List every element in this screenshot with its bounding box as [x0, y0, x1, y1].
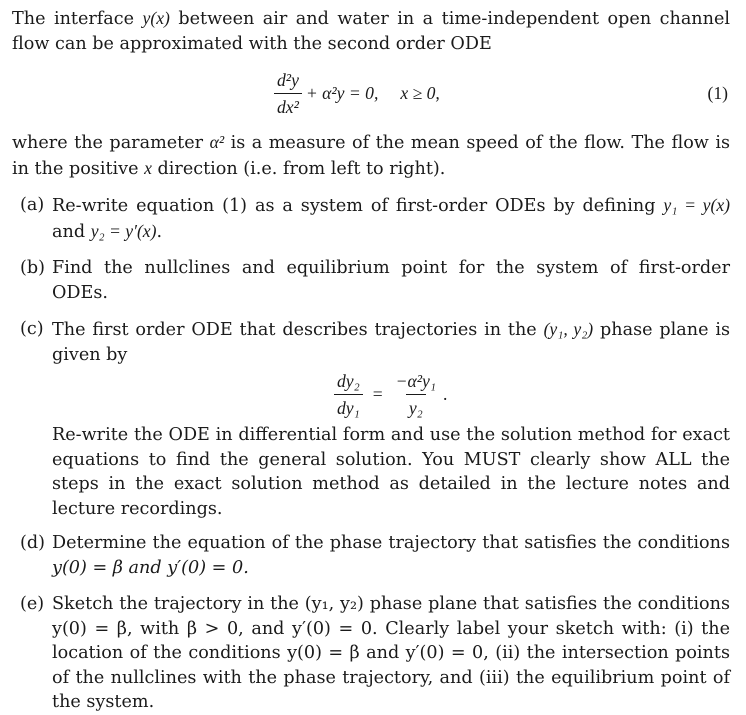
question-a-label: (a): [20, 195, 45, 215]
qc-text-2: phase plane is given by: [52, 320, 730, 365]
question-b-text: Find the nullclines and equilibrium point for the system of first-order ODEs.: [52, 258, 730, 303]
alpha-squared: α²: [209, 132, 225, 152]
qa-and: and: [52, 221, 91, 242]
intro-rest: between air and water in a time-independent open channel flow can be approximated with the second order ODE: [12, 9, 731, 54]
equation-1: [270, 62, 440, 124]
qa-def-y1: y₁ = y(x): [663, 195, 730, 215]
qc-phase-plane: (y₁, y₂): [543, 319, 594, 339]
intro-text: The interface: [12, 9, 143, 29]
equation-number: (1): [707, 83, 728, 103]
question-d-text: [52, 531, 730, 580]
qa-end: .: [156, 221, 163, 242]
question-e: [12, 592, 730, 715]
question-c-text: [52, 317, 730, 367]
rhs-denominator: y₂: [406, 394, 426, 418]
x-variable: x: [144, 157, 152, 178]
after-eq-text-2: is a measure of the mean speed of the flow. The flow is in the positive: [12, 133, 731, 179]
after-equation-paragraph: [12, 130, 730, 181]
qa-text: Re-write equation (1) as a system of first-order ODEs by defining: [52, 196, 664, 216]
question-d-label: (d): [20, 533, 45, 553]
qa-def-y2: y₂ = y′(x): [90, 220, 157, 241]
eq1-condition: x ≥ 0,: [400, 82, 440, 103]
lhs-fraction: [334, 371, 363, 418]
qd-conditions: y(0) = β and y′(0) = 0.: [52, 557, 249, 578]
eq1-rest: + α²y = 0,: [305, 82, 379, 103]
qd-text: Determine the equation of the phase trajectory that satisfies the conditions: [52, 533, 730, 553]
rhs-numerator: −α²y₁: [395, 370, 436, 391]
eq1-numerator: d²y: [277, 69, 299, 90]
question-d: [12, 531, 730, 580]
trajectory-ode: [330, 367, 447, 421]
rhs-fraction: [393, 371, 439, 418]
period: .: [442, 383, 448, 404]
qc-text-1: The first order ODE that describes trajectories in the: [52, 320, 544, 340]
question-c: [12, 317, 730, 521]
question-b-label: (b): [20, 258, 45, 278]
after-eq-text-1: where the parameter: [12, 133, 210, 153]
question-c-text-2: Re-write the ODE in differential form and use the solution method for exact equations to find the general solution. You MUST clearly show ALL the steps in the exact solution method as detailed in the lecture notes and lecture recordings.: [52, 425, 730, 519]
problem-document: [12, 6, 730, 715]
equation-1-block: [12, 56, 730, 130]
question-e-label: (e): [20, 594, 45, 614]
after-eq-text-3: direction (i.e. from left to right).: [151, 158, 446, 179]
intro-function: y(x): [142, 8, 170, 28]
eq1-denominator: dx²: [274, 93, 302, 117]
question-b: [12, 256, 730, 305]
question-a-text: [52, 193, 730, 244]
question-e-text: Sketch the trajectory in the (y₁, y₂) phase plane that satisfies the conditions y(0) = β, with β > 0, and y′(0) = 0. Clearly label your sketch with: (i) the location of the conditions y(0) = β and y′(0) = 0, (ii) the intersection points of the nullclines with the phase trajectory, and (iii) the equilibrium point of the system.: [52, 594, 730, 712]
lhs-denominator: dy₁: [334, 394, 363, 418]
trajectory-ode-block: [52, 367, 730, 423]
question-a: [12, 193, 730, 244]
question-c-label: (c): [20, 319, 44, 339]
second-derivative-fraction: [274, 70, 302, 117]
lhs-numerator: dy₂: [337, 370, 360, 391]
intro-paragraph: [12, 6, 730, 56]
equals-sign: =: [372, 383, 383, 404]
